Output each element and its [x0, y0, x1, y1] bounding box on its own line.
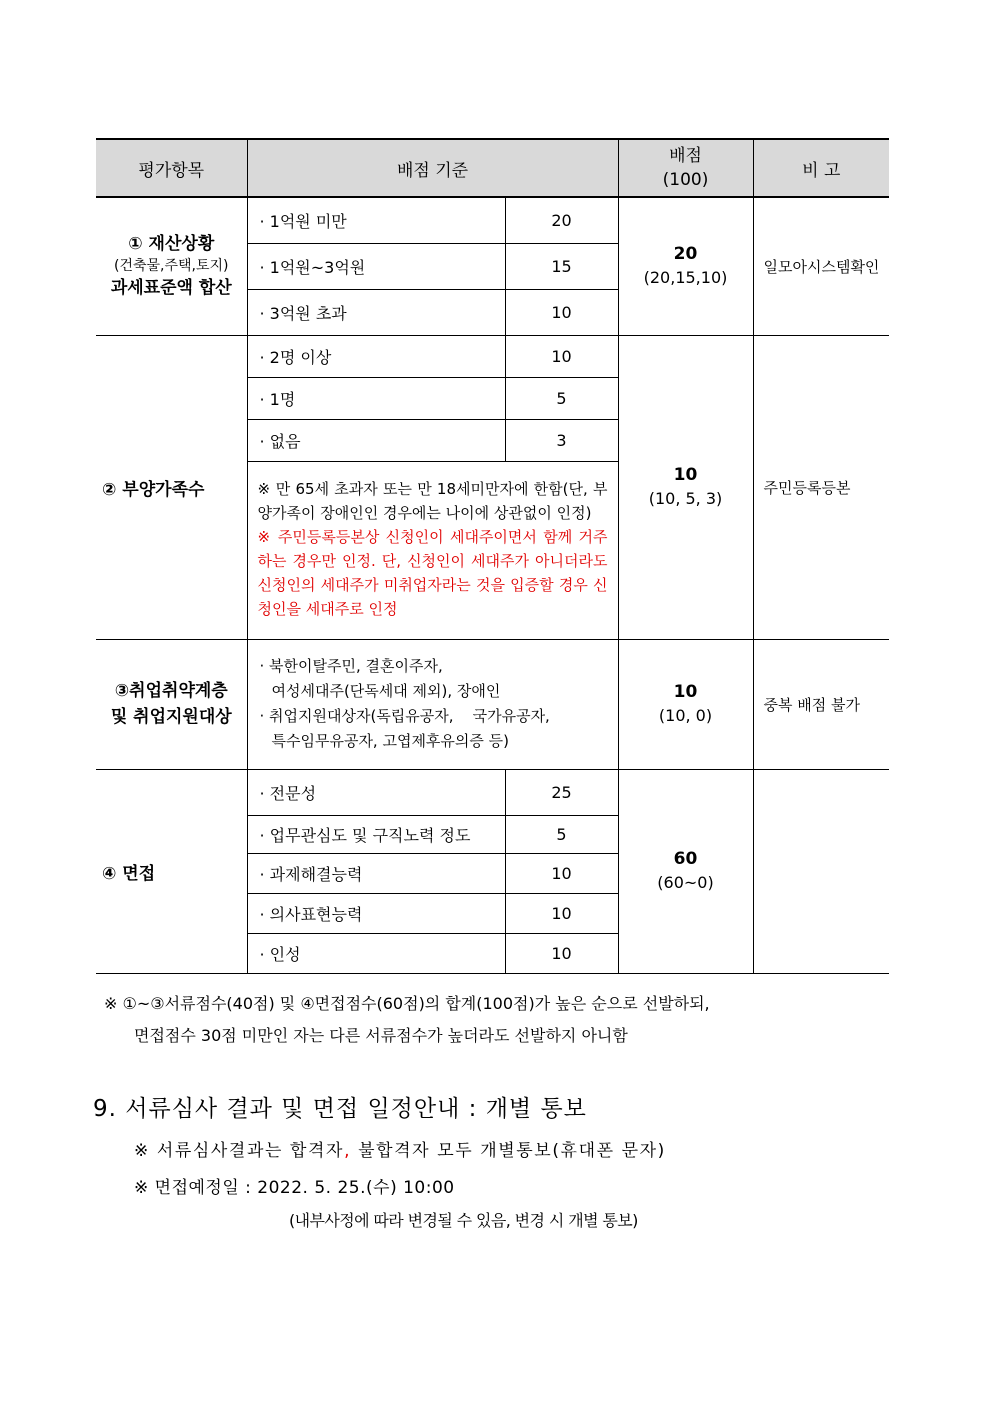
score-value: 20 — [673, 244, 698, 265]
criteria-points: 3 — [505, 419, 618, 461]
score-interview — [618, 769, 753, 973]
remark-dependents: 주민등록등본 — [753, 335, 889, 639]
section-line3: (내부사정에 따라 변경될 수 있음, 변경 시 개별 통보) — [289, 1211, 638, 1230]
item-vulnerable-line2: 및 취업지원대상 — [110, 707, 232, 727]
score-value: 10 — [673, 465, 698, 485]
score-detail: (60~0) — [657, 873, 714, 892]
dependents-note-black: ※ 만 65세 초과자 또는 만 18세미만자에 한함(단, 부양가족이 장애인인 경우에는 나이에 상관없이 인정) — [257, 480, 608, 522]
footnote-line2: 면접점수 30점 미만인 자는 다른 서류점수가 높더라도 선발하지 아니함 — [134, 1026, 628, 1045]
criteria-points: 10 — [505, 853, 618, 893]
item-property-line3: 과세표준액 합산 — [110, 278, 232, 299]
table-footnote — [104, 988, 710, 1052]
criteria-label: · 1억원 미만 — [247, 197, 505, 243]
section-line1-a: ※ 서류심사결과는 합격자 — [134, 1141, 345, 1161]
criteria-label: · 3억원 초과 — [247, 289, 505, 335]
item-property — [96, 197, 247, 335]
criteria-points: 25 — [505, 769, 618, 815]
criteria-label: · 과제해결능력 — [247, 853, 505, 893]
footnote-line1: ※ ①~③서류점수(40점) 및 ④면접점수(60점)의 합계(100점)가 높은 순으로 선발하되, — [104, 994, 710, 1013]
criteria-points: 20 — [505, 197, 618, 243]
section-line1-comma: , — [344, 1141, 352, 1161]
section-line1 — [134, 1136, 666, 1161]
criteria-label: · 업무관심도 및 구직노력 정도 — [247, 815, 505, 853]
header-score-line1: 배점 — [669, 146, 702, 166]
item-interview: ④ 면접 — [96, 769, 247, 973]
criteria-points: 5 — [505, 815, 618, 853]
score-detail: (10, 0) — [658, 706, 713, 725]
score-dependents — [618, 335, 753, 639]
header-remark: 비 고 — [753, 139, 889, 197]
criteria-label: · 인성 — [247, 933, 505, 973]
vulnerable-list-line3: · 취업지원대상자(독립유공자, 국가유공자, — [259, 707, 550, 725]
remark-interview — [753, 769, 889, 973]
remark-vulnerable: 중복 배점 불가 — [753, 639, 889, 769]
dependents-note-red: ※ 주민등록등본상 신청인이 세대주이면서 함께 거주하는 경우만 인정. 단, 신청인이 세대주가 아니더라도 신청인의 세대주가 미취업자라는 것을 입증할 경우 신청인을 세대주로 인정 — [257, 528, 608, 618]
criteria-points: 10 — [505, 335, 618, 377]
criteria-points: 10 — [505, 893, 618, 933]
section-title: 9. 서류심사 결과 및 면접 일정안내 : 개별 통보 — [93, 1096, 587, 1122]
score-vulnerable — [618, 639, 753, 769]
criteria-label: · 전문성 — [247, 769, 505, 815]
remark-property: 일모아시스템확인 — [753, 197, 889, 335]
header-score-line2: (100) — [662, 170, 709, 190]
item-vulnerable-line1: ③취업취약계층 — [114, 681, 228, 701]
criteria-points: 10 — [505, 289, 618, 335]
table-header-row — [96, 139, 889, 197]
criteria-label: · 1명 — [247, 377, 505, 419]
criteria-points: 5 — [505, 377, 618, 419]
vulnerable-list-line1: · 북한이탈주민, 결혼이주자, — [259, 657, 443, 675]
criteria-points: 15 — [505, 243, 618, 289]
criteria-points: 10 — [505, 933, 618, 973]
item-vulnerable — [96, 639, 247, 769]
score-detail: (10, 5, 3) — [648, 489, 723, 508]
table-row — [96, 197, 889, 243]
item-property-line2: (건축물,주택,토지) — [114, 258, 229, 275]
criteria-label: · 없음 — [247, 419, 505, 461]
criteria-label: · 의사표현능력 — [247, 893, 505, 933]
section-line1-b: 불합격자 모두 개별통보(휴대폰 문자) — [351, 1141, 666, 1161]
criteria-label: · 1억원~3억원 — [247, 243, 505, 289]
criteria-label: · 2명 이상 — [247, 335, 505, 377]
vulnerable-criteria — [247, 639, 618, 769]
score-property — [618, 197, 753, 335]
table-row — [96, 639, 889, 769]
item-dependents: ② 부양가족수 — [96, 335, 247, 639]
vulnerable-list-line4: 특수임무유공자, 고엽제후유의증 등) — [271, 732, 510, 750]
score-value: 60 — [673, 849, 698, 869]
item-property-line1: ① 재산상황 — [128, 234, 215, 255]
table-row — [96, 769, 889, 815]
score-detail: (20,15,10) — [643, 268, 728, 288]
vulnerable-list-line2: 여성세대주(단독세대 제외), 장애인 — [271, 682, 501, 700]
score-value: 10 — [673, 682, 698, 702]
section-line2: ※ 면접예정일 : 2022. 5. 25.(수) 10:00 — [134, 1178, 455, 1198]
header-criteria: 배점 기준 — [247, 139, 618, 197]
header-score — [618, 139, 753, 197]
table-row — [96, 335, 889, 377]
evaluation-table — [96, 138, 889, 974]
header-item: 평가항목 — [96, 139, 247, 197]
dependents-note — [247, 461, 618, 639]
